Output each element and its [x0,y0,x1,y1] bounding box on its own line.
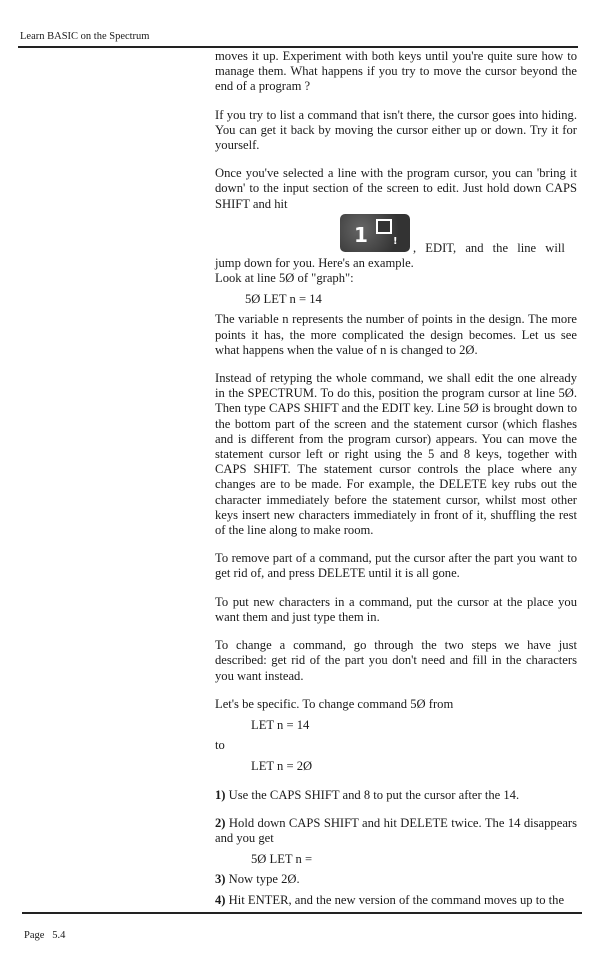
paragraph: To change a command, go through the two steps we have just described: get rid of the part you don't need and fill in the characters you want instead. [215,638,577,683]
paragraph: moves it up. Experiment with both keys until you're quite sure how to manage them. What happens if you try to move the cursor beyond the end of a program ? [215,49,577,94]
code-line: LET n = 14 [251,717,310,732]
edit-key-image [340,214,410,252]
paragraph: The variable n represents the number of points in the design. The more points it has, the more complicated the design becomes. Let us see what happens when the value of n is changed to 2Ø. [215,312,577,357]
key-main-label: 1 [354,222,368,247]
step [215,788,577,803]
header-rule [18,46,578,48]
paragraph: If you try to list a command that isn't there, the cursor goes into hiding. You can get it back by moving the cursor either up or down. Try it for yourself. [215,107,577,153]
edit-key-row [215,212,577,256]
text-column [215,49,577,908]
code-line: 5Ø LET n = [251,852,313,867]
step-number: 3) [215,872,226,887]
paragraph: Look at line 5Ø of "graph": [215,271,354,286]
step-number: 1) [215,787,226,802]
step-text: Hit ENTER, and the new version of the command moves up to the [228,892,565,907]
paragraph: To remove part of a command, put the cursor after the part you want to get rid of, and press DELETE until it is all gone. [215,551,577,581]
step [215,816,577,846]
step-number: 4) [215,892,226,907]
paragraph: Let's be specific. To change command 5Ø from [215,696,454,711]
key-symbol-label: ! [393,235,398,247]
paragraph: jump down for you. Here's an example. [215,255,414,270]
step-text: Use the CAPS SHIFT and 8 to put the cursor after the 14. [228,787,520,802]
paragraph: Instead of retyping the whole command, we shall edit the one already in the SPECTRUM. To do this, position the program cursor at line 5Ø. Then type CAPS SHIFT and the EDIT key. Line 5Ø is brought down to the bottom part of the screen and the statement cursor (which flashes and is different from the program cursor) appears. You can move the statement cursor left or right using the 5 and 8 keys, together with CAPS SHIFT. The statement cursor controls the place where any changes are to be made. For example, the DELETE key rubs out the character immediately before the statement cursor, whilst most other keys insert new characters immediately in front of it, shuffling the rest of the line along to make room. [215,371,577,538]
step-text: Hold down CAPS SHIFT and hit DELETE twice. The 14 disappears and you get [215,815,578,845]
step-text: Now type 2Ø. [228,872,300,887]
step-number: 2) [215,815,226,830]
paragraph: To put new characters in a command, put the cursor at the place you want them and just type them in. [215,594,577,624]
paragraph: , EDIT, and the line will [413,240,565,255]
edit-box-icon [376,219,392,234]
paragraph: to [215,738,225,753]
step [215,893,577,908]
footer-rule [22,912,582,914]
code-line: 5Ø LET n = 14 [245,292,322,307]
code-line: LET n = 2Ø [251,759,313,774]
step [215,872,577,887]
page-number: Page 5.4 [24,930,66,941]
paragraph: Once you've selected a line with the program cursor, you can 'bring it down' to the input section of the screen to edit. Just hold down CAPS SHIFT and hit [215,166,577,211]
running-header: Learn BASIC on the Spectrum [20,31,150,42]
